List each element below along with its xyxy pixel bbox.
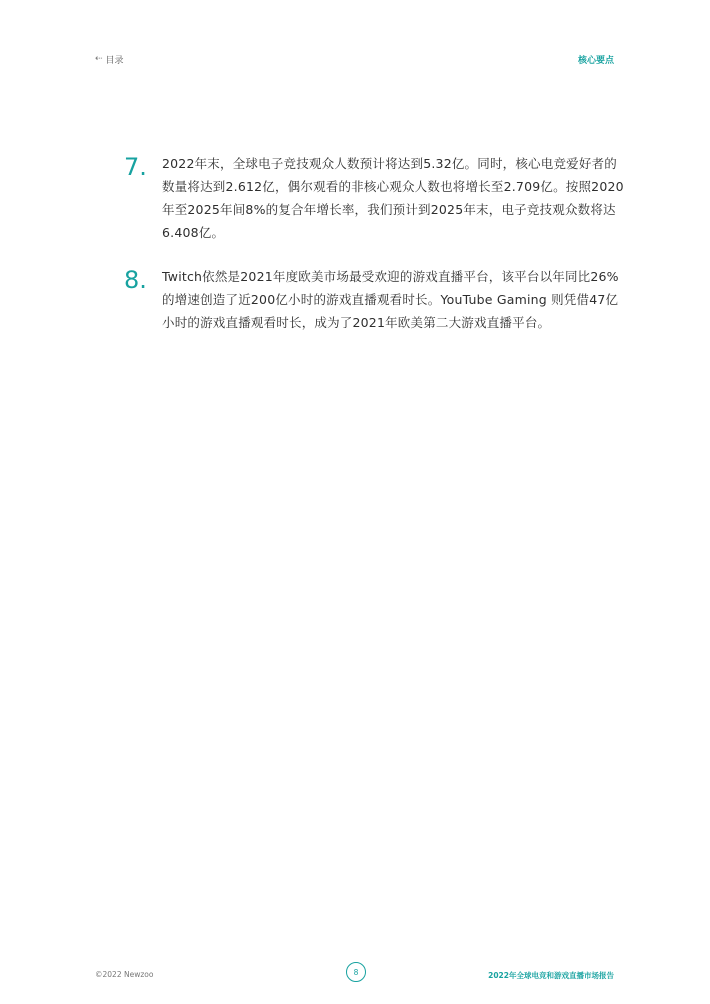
- key-points-list: [124, 153, 624, 356]
- copyright-text: ©2022 Newzoo: [95, 970, 154, 979]
- key-point-item: [124, 266, 624, 334]
- back-to-contents-link[interactable]: [95, 53, 124, 66]
- top-navigation: [95, 52, 614, 66]
- point-text: Twitch依然是2021年度欧美市场最受欢迎的游戏直播平台，该平台以年同比26%的增速创造了近200亿小时的游戏直播观看时长。YouTube Gaming 则凭借47亿小时的游戏直播观看时长，成为了2021年欧美第二大游戏直播平台。: [162, 269, 619, 330]
- section-key-points-link[interactable]: 核心要点: [577, 55, 614, 66]
- page-number-badge: 8: [346, 962, 366, 982]
- page-footer: [95, 962, 614, 988]
- back-arrow-icon: ⇠: [95, 54, 103, 64]
- back-link-label: 目录: [105, 55, 124, 66]
- point-number: 7.: [124, 153, 147, 181]
- key-point-item: [124, 153, 624, 244]
- point-number: 8.: [124, 266, 147, 294]
- report-title: 2022年全球电竞和游戏直播市场报告: [488, 971, 614, 980]
- point-text: 2022年末，全球电子竞技观众人数预计将达到5.32亿。同时，核心电竞爱好者的数量将达到2.612亿，偶尔观看的非核心观众人数也将增长至2.709亿。按照2020年至2025年间8%的复合年增长率，我们预计到2025年末，电子竞技观众数将达6.408亿。: [162, 156, 624, 240]
